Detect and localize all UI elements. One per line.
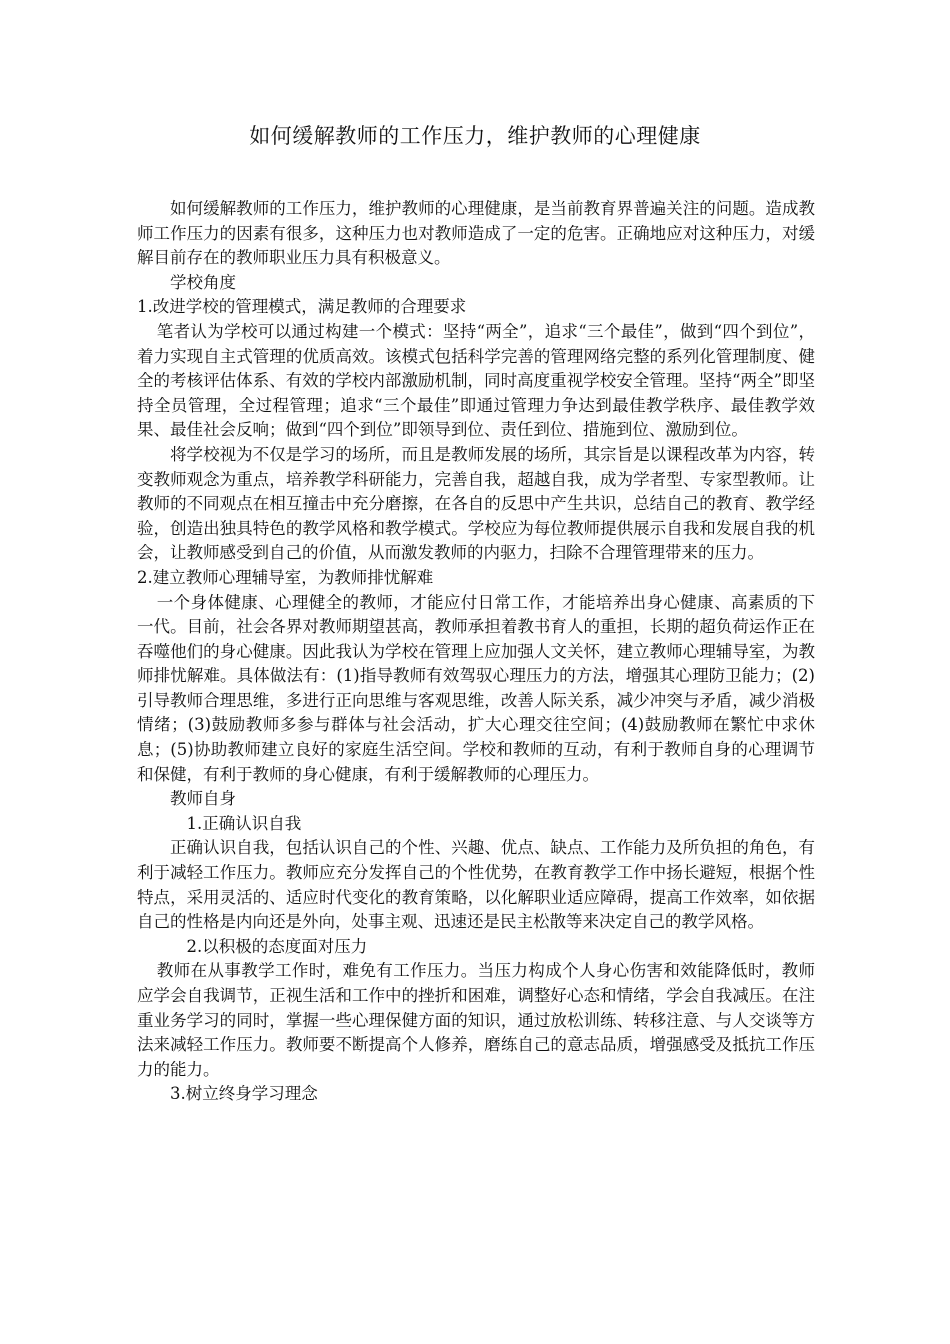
paragraph-school-development: 将学校视为不仅是学习的场所，而且是教师发展的场所，其宗旨是以课程改革为内容，转变教师观念为重点，培养教学科研能力，完善自我，超越自我，成为学者型、专家型教师。让教师的不同观点在相互撞击中充分磨擦，在各自的反思中产生共识，总结自己的教育、教学经验，创造出独具特色的教学风格和教学模式。学校应为每位教师提供展示自我和发展自我的机会，让教师感受到自己的价值，从而激发教师的内驱力，扫除不合理管理带来的压力。	[137, 444, 815, 563]
section-heading-self: 教师自身	[170, 789, 236, 809]
section-heading-school: 学校角度	[170, 272, 236, 292]
document-body	[137, 197, 815, 1107]
intro-paragraph: 如何缓解教师的工作压力，维护教师的心理健康，是当前教育界普遍关注的问题。造成教师工作压力的因素有很多，这种压力也对教师造成了一定的危害。正确地应对这种压力，对缓解目前存在的教师职业压力具有积极意义。	[137, 199, 815, 268]
subsection-heading-self-3: 3.树立终身学习理念	[170, 1084, 318, 1104]
paragraph-counseling-room: 一个身体健康、心理健全的教师，才能应付日常工作，才能培养出身心健康、高素质的下一代。目前，社会各界对教师期望甚高，教师承担着教书育人的重担，长期的超负荷运作正在吞噬他们的身心健康。因此我认为学校在管理上应加强人文关怀，建立教师心理辅导室，为教师排忧解难。具体做法有：(1)指导教师有效驾驭心理压力的方法，增强其心理防卫能力；(2)引导教师合理思维，多进行正向思维与客观思维，改善人际关系，减少冲突与矛盾，减少消极情绪；(3)鼓励教师多参与群体与社会活动，扩大心理交往空间；(4)鼓励教师在繁忙中求休息；(5)协助教师建立良好的家庭生活空间。学校和教师的互动，有利于教师自身的心理调节和保健，有利于教师的身心健康，有利于缓解教师的心理压力。	[137, 592, 815, 784]
document-title: 如何缓解教师的工作压力，维护教师的心理健康	[249, 124, 701, 148]
paragraph-positive-attitude: 教师在从事教学工作时，难免有工作压力。当压力构成个人身心伤害和效能降低时，教师应学会自我调节，正视生活和工作中的挫折和困难，调整好心态和情绪，学会自我减压。在注重业务学习的同时，掌握一些心理保健方面的知识，通过放松训练、转移注意、与人交谈等方法来减轻工作压力。教师要不断提高个人修养，磨练自己的意志品质，增强感受及抵抗工作压力的能力。	[137, 961, 815, 1079]
subsection-heading-self-2: 2.以积极的态度面对压力	[186, 936, 368, 956]
paragraph-self-knowledge: 正确认识自我，包括认识自己的个性、兴趣、优点、缺点、工作能力及所负担的角色，有利于减轻工作压力。教师应充分发挥自己的个性优势，在教育教学工作中扬长避短，根据个性特点，采用灵活的、适应时代变化的教育策略，以化解职业适应障碍，提高工作效率，如依据自己的性格是内向还是外向，处事主观、迅速还是民主松散等来决定自己的教学风格。	[137, 838, 815, 932]
subsection-heading-self-1: 1.正确认识自我	[186, 813, 302, 833]
subsection-heading-2: 2.建立教师心理辅导室，为教师排忧解难	[137, 567, 434, 587]
subsection-heading-1: 1.改进学校的管理模式，满足教师的合理要求	[137, 297, 467, 317]
paragraph-management-model: 笔者认为学校可以通过构建一个模式：坚持“两全”，追求“三个最佳”，做到“四个到位”，着力实现自主式管理的优质高效。该模式包括科学完善的管理网络完整的系列化管理制度、健全的考核评估体系、有效的学校内部激励机制，同时高度重视学校安全管理。坚持“两全”即坚持全员管理，全过程管理；追求“三个最佳”即通过管理力争达到最佳教学秩序、最佳教学效果、最佳社会反响；做到“四个到位”即领导到位、责任到位、措施到位、激励到位。	[137, 321, 815, 440]
